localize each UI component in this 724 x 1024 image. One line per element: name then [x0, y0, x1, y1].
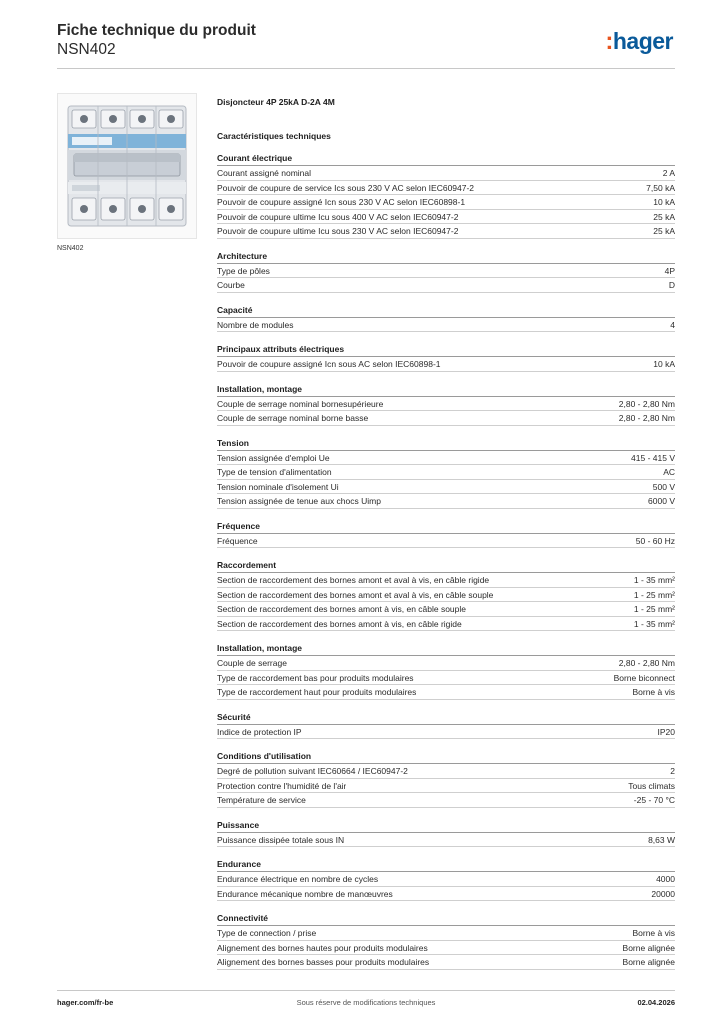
spec-row [217, 685, 675, 700]
circuit-breaker-illustration [58, 94, 196, 238]
spec-label: Type de raccordement bas pour produits modulaires [217, 672, 414, 683]
spec-label: Type de raccordement haut pour produits modulaires [217, 687, 417, 697]
spec-heading: Caractéristiques techniques [217, 131, 331, 141]
spec-section [217, 304, 675, 333]
spec-table [217, 925, 675, 970]
spec-row [217, 465, 675, 480]
spec-value: 2,80 - 2,80 Nm [618, 658, 675, 668]
spec-value: 1 - 25 mm² [633, 589, 675, 600]
spec-value: 2 A [662, 168, 675, 178]
section-title: Architecture [217, 250, 268, 261]
spec-row [217, 779, 675, 794]
spec-label: Section de raccordement des bornes amont et aval à vis, en câble souple [217, 589, 494, 600]
spec-row [217, 451, 675, 466]
spec-label: Section de raccordement des bornes amont et aval à vis, en câble rigide [217, 575, 490, 585]
spec-row [217, 764, 675, 779]
spec-label: Endurance électrique en nombre de cycles [217, 874, 379, 884]
spec-table [217, 572, 675, 631]
spec-row [217, 195, 675, 210]
spec-row [217, 494, 675, 509]
spec-value: Borne alignée [622, 957, 675, 967]
spec-row [217, 210, 675, 225]
spec-value: 6000 V [648, 496, 675, 506]
section-title: Puissance [217, 819, 260, 830]
spec-label: Couple de serrage nominal bornesupérieure [217, 398, 384, 409]
logo-dots: : [605, 28, 613, 55]
product-description: Disjoncteur 4P 25kA D-2A 4M [217, 97, 335, 107]
spec-section [217, 750, 675, 808]
spec-label: Pouvoir de coupure assigné Icn sous 230 V AC selon IEC60898-1 [217, 197, 466, 207]
section-title: Installation, montage [217, 383, 303, 394]
spec-value: 10 kA [653, 197, 675, 207]
spec-row [217, 480, 675, 495]
spec-section [217, 383, 675, 426]
spec-value: IP20 [657, 726, 675, 737]
section-title: Connectivité [217, 913, 269, 923]
spec-table [217, 317, 675, 333]
spec-row [217, 278, 675, 293]
section-title: Tension [217, 437, 249, 448]
spec-value: 2,80 - 2,80 Nm [618, 398, 675, 409]
spec-label: Tension nominale d'isolement Ui [217, 481, 339, 492]
hager-logo [605, 28, 673, 56]
header-divider [57, 68, 675, 69]
spec-value: 415 - 415 V [631, 452, 675, 463]
spec-value: Borne biconnect [613, 672, 675, 683]
spec-section [217, 343, 675, 372]
spec-label: Endurance mécanique nombre de manœuvres [217, 888, 393, 899]
spec-label: Degré de pollution suivant IEC60664 / IEC60947-2 [217, 766, 408, 776]
spec-table [217, 533, 675, 549]
section-title: Endurance [217, 859, 261, 869]
footer-disclaimer: Sous réserve de modifications techniques [296, 998, 436, 1007]
spec-value: Borne à vis [632, 928, 675, 938]
spec-value: 1 - 25 mm² [633, 604, 675, 614]
spec-section [217, 559, 675, 631]
spec-value: Borne à vis [632, 687, 675, 697]
spec-table [217, 450, 675, 509]
spec-label: Tension assignée de tenue aux chocs Uimp [217, 496, 381, 506]
spec-row [217, 588, 675, 603]
spec-label: Tension assignée d'emploi Ue [217, 452, 330, 463]
spec-value: 10 kA [653, 359, 675, 369]
spec-table [217, 165, 675, 239]
spec-row [217, 656, 675, 671]
spec-table [217, 832, 675, 848]
spec-value: D [668, 280, 675, 290]
spec-section [217, 520, 675, 549]
spec-value: 50 - 60 Hz [635, 535, 675, 546]
spec-table [217, 655, 675, 700]
spec-label: Pouvoir de coupure ultime Icu sous 400 V AC selon IEC60947-2 [217, 211, 459, 222]
spec-value: -25 - 70 °C [633, 795, 675, 805]
page-title: Fiche technique du produit [57, 22, 256, 39]
spec-table [217, 871, 675, 901]
spec-row [217, 573, 675, 588]
spec-row [217, 264, 675, 279]
spec-row [217, 166, 675, 181]
spec-label: Nombre de modules [217, 319, 294, 330]
spec-label: Courbe [217, 280, 245, 290]
spec-label: Section de raccordement des bornes amont à vis, en câble rigide [217, 618, 462, 629]
product-reference: NSN402 [57, 41, 116, 58]
section-title: Installation, montage [217, 643, 303, 653]
spec-label: Alignement des bornes hautes pour produits modulaires [217, 942, 428, 953]
spec-row [217, 887, 675, 902]
spec-row [217, 872, 675, 887]
spec-label: Couple de serrage nominal borne basse [217, 413, 369, 423]
spec-row [217, 941, 675, 956]
section-title: Fréquence [217, 520, 260, 531]
spec-section [217, 152, 675, 239]
spec-label: Type de tension d'alimentation [217, 467, 332, 477]
spec-row [217, 833, 675, 848]
page-header [57, 21, 675, 69]
spec-value: 8,63 W [648, 834, 675, 845]
spec-value: 500 V [652, 481, 675, 492]
spec-row [217, 926, 675, 941]
spec-table [217, 356, 675, 372]
spec-row [217, 793, 675, 808]
spec-row [217, 357, 675, 372]
spec-label: Fréquence [217, 535, 258, 546]
spec-value: 20000 [651, 888, 675, 899]
spec-row [217, 671, 675, 686]
spec-section [217, 711, 675, 740]
spec-table [217, 724, 675, 740]
spec-value: 2 [670, 766, 675, 776]
spec-row [217, 617, 675, 632]
spec-label: Puissance dissipée totale sous IN [217, 834, 345, 845]
logo-text: hager [612, 28, 673, 54]
spec-label: Section de raccordement des bornes amont à vis, en câble souple [217, 604, 467, 614]
spec-label: Pouvoir de coupure assigné Icn sous AC selon IEC60898-1 [217, 359, 441, 369]
spec-label: Indice de protection IP [217, 726, 302, 737]
spec-section [217, 819, 675, 848]
spec-row [217, 955, 675, 970]
spec-section [217, 250, 675, 293]
spec-label: Type de pôles [217, 265, 270, 276]
section-title: Sécurité [217, 711, 251, 722]
product-image [57, 93, 197, 239]
spec-label: Température de service [217, 795, 306, 805]
spec-row [217, 725, 675, 740]
spec-row [217, 602, 675, 617]
spec-value: 1 - 35 mm² [633, 618, 675, 629]
spec-section [217, 642, 675, 700]
spec-value: 4P [664, 265, 675, 276]
spec-row [217, 411, 675, 426]
spec-label: Type de connection / prise [217, 928, 317, 938]
spec-table [217, 263, 675, 293]
spec-value: 4000 [656, 874, 675, 884]
spec-content [217, 96, 675, 970]
spec-row [217, 318, 675, 333]
spec-label: Alignement des bornes basses pour produits modulaires [217, 957, 430, 967]
section-title: Conditions d'utilisation [217, 751, 312, 761]
footer-date: 02.04.2026 [637, 998, 675, 1007]
section-title: Capacité [217, 304, 253, 315]
spec-label: Protection contre l'humidité de l'air [217, 780, 347, 791]
spec-value: Borne alignée [622, 942, 675, 953]
spec-value: AC [663, 467, 675, 477]
spec-value: 1 - 35 mm² [633, 575, 675, 585]
page-footer [57, 998, 675, 1010]
spec-label: Pouvoir de coupure ultime Icu sous 230 V AC selon IEC60947-2 [217, 226, 459, 236]
product-image-caption: NSN402 [57, 245, 84, 252]
spec-row [217, 397, 675, 412]
footer-divider [57, 990, 675, 991]
spec-row [217, 181, 675, 196]
spec-value: 2,80 - 2,80 Nm [618, 413, 675, 423]
spec-section [217, 437, 675, 509]
spec-row [217, 224, 675, 239]
footer-website: hager.com/fr-be [57, 998, 114, 1007]
spec-section [217, 858, 675, 901]
section-title: Principaux attributs électriques [217, 344, 345, 354]
section-title: Courant électrique [217, 153, 293, 163]
spec-label: Pouvoir de coupure de service Ics sous 230 V AC selon IEC60947-2 [217, 182, 475, 193]
spec-sections [217, 152, 675, 970]
spec-value: 25 kA [653, 211, 675, 222]
spec-table [217, 763, 675, 808]
section-title: Raccordement [217, 560, 277, 570]
spec-value: Tous climats [628, 780, 675, 791]
spec-table [217, 396, 675, 426]
spec-value: 25 kA [653, 226, 675, 236]
spec-value: 4 [670, 319, 675, 330]
spec-label: Courant assigné nominal [217, 168, 312, 178]
spec-value: 7,50 kA [646, 182, 675, 193]
spec-section [217, 912, 675, 970]
spec-label: Couple de serrage [217, 658, 287, 668]
spec-row [217, 534, 675, 549]
